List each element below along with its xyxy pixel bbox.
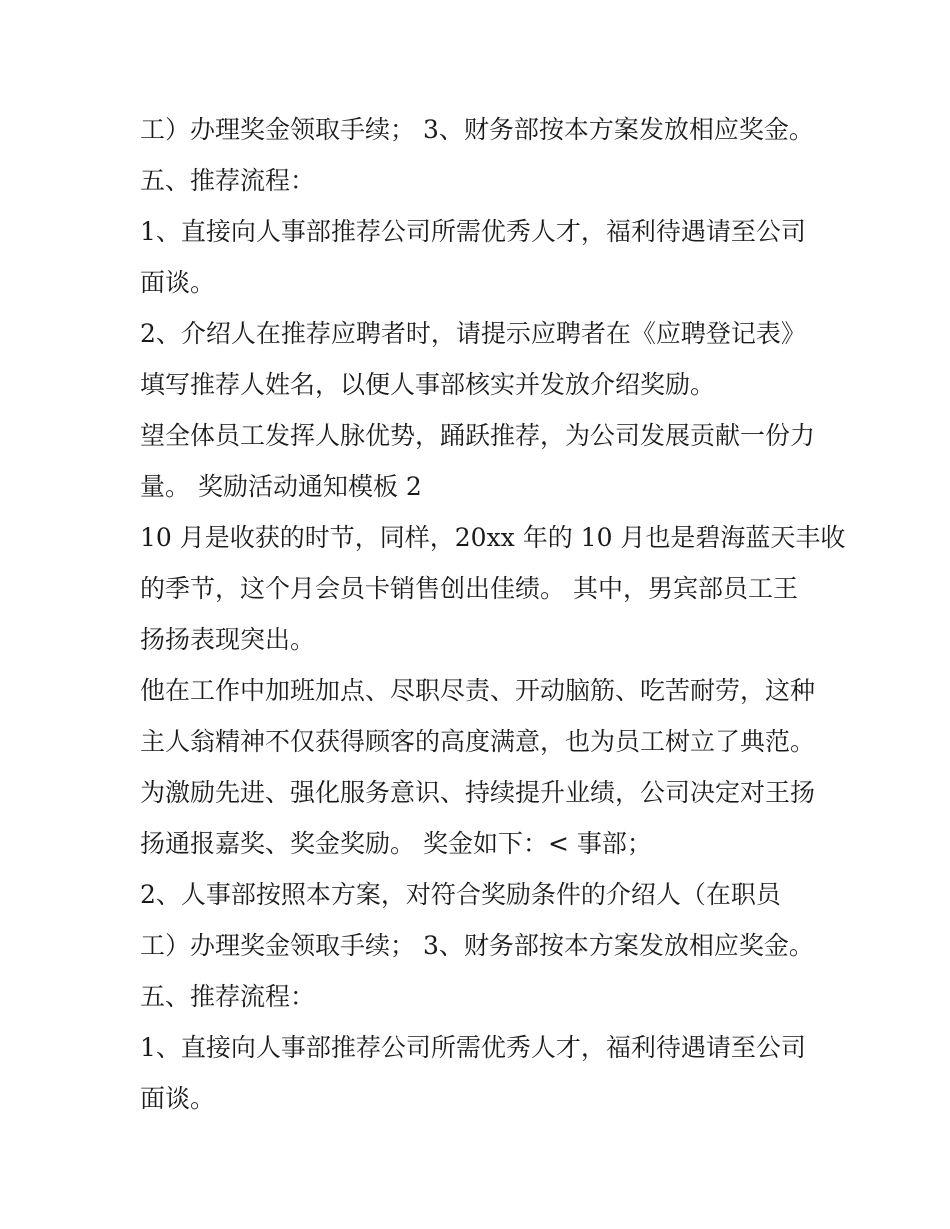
text-line: 面谈。 [140,268,216,297]
section-heading: 五、推荐流程： [140,166,316,195]
text-line: 工）办理奖金领取手续； 3、财务部按本方案发放相应奖金。 [140,115,814,144]
text-line: 他在工作中加班加点、尽职尽责、开动脑筋、吃苦耐劳，这种 [140,676,816,705]
text-line: 望全体员工发挥人脉优势，踊跃推荐，为公司发展贡献一份力 [140,421,816,450]
text-line: 1、直接向人事部推荐公司所需优秀人才，福利待遇请至公司 [140,1033,806,1062]
text-line: 主人翁精神不仅获得顾客的高度满意，也为员工树立了典范。 [140,727,816,756]
document-body [140,104,846,1124]
text-line: 为激励先进、强化服务意识、持续提升业绩，公司决定对王扬 [140,778,816,807]
text-line: 量。 奖励活动通知模板 2 [140,472,422,501]
text-line: 面谈。 [140,1084,216,1113]
text-line: 扬扬表现突出。 [140,625,316,654]
text-line: 的季节，这个月会员卡销售创出佳绩。 其中，男宾部员工王 [140,574,798,603]
section-heading: 五、推荐流程： [140,982,316,1011]
text-line: 2、人事部按照本方案，对符合奖励条件的介绍人（在职员 [140,880,781,909]
text-line: 扬通报嘉奖、奖金奖励。 奖金如下：< 事部； [140,829,652,858]
text-line: 10 月是收获的时节，同样，20xx 年的 10 月也是碧海蓝天丰收 [140,523,846,552]
text-line: 工）办理奖金领取手续； 3、财务部按本方案发放相应奖金。 [140,931,814,960]
text-line: 2、介绍人在推荐应聘者时，请提示应聘者在《应聘登记表》 [140,319,806,348]
text-line: 1、直接向人事部推荐公司所需优秀人才，福利待遇请至公司 [140,217,806,246]
text-line: 填写推荐人姓名，以便人事部核实并发放介绍奖励。 [140,370,716,399]
